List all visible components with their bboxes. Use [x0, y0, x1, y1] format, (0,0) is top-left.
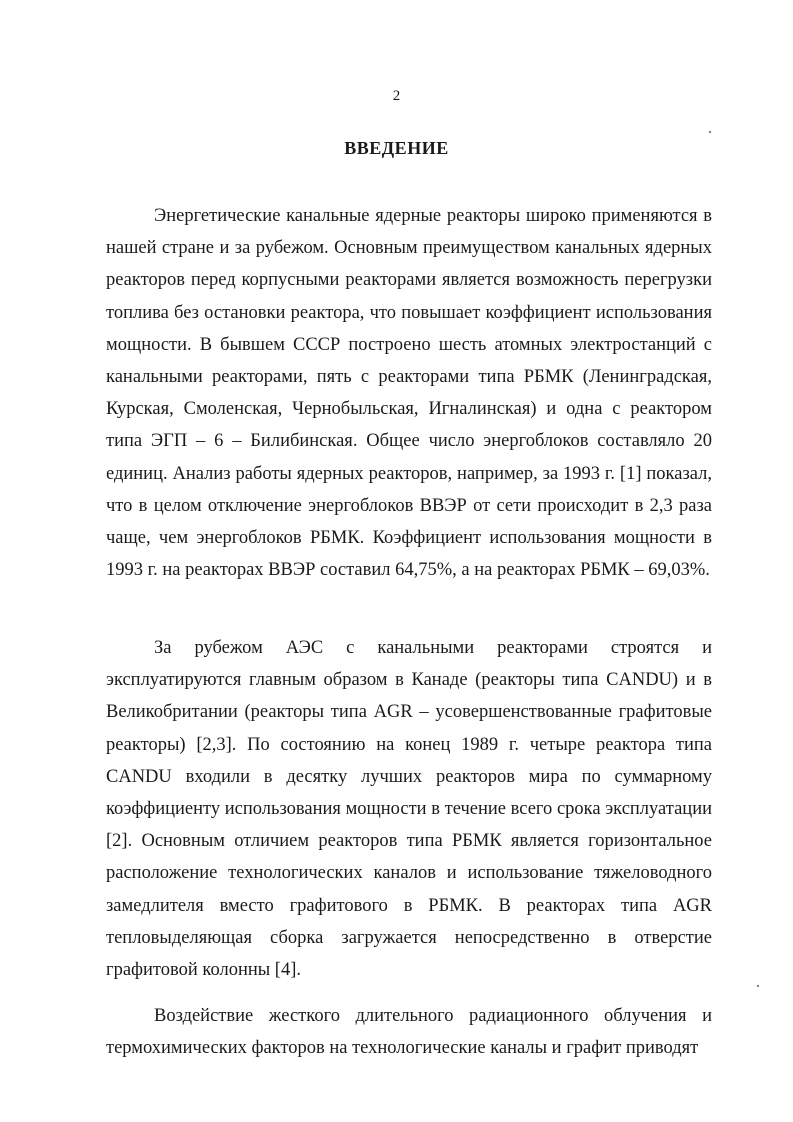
paragraph-3: Воздействие жесткого длительного радиационного облучения и термохимических факторов на технологические каналы и графит приводят — [106, 1006, 712, 1059]
paragraph-2: За рубежом АЭС с канальными реакторами строятся и эксплуатируются главным образом в Канаде (реакторы типа CANDU) и в Великобритании (реакторы типа AGR – усовершенствованные графитовые реакторы) [2,3]. По состоянию на конец 1989 г. четыре реактора типа CANDU входили в десятку лучших реакторов мира по суммарному коэффициенту использования мощности в течение всего срока эксплуатации [2]. Основным отличием реакторов типа РБМК является горизонтальное расположение технологических каналов и использование тяжеловодного замедлителя вместо графитового в РБМК. В реакторах типа AGR тепловыделяющая сборка загружается непосредственно в отверстие графитовой колонны [4]. — [106, 638, 712, 981]
paragraph-1: Энергетические канальные ядерные реакторы широко применяются в нашей стране и за рубежом. Основным преимуществом канальных ядерных реакторов перед корпусными реакторами является возможность перегрузки топлива без остановки реактора, что повышает коэффициент использования мощности. В бывшем СССР построено шесть атомных электростанций с канальными реакторами, пять с реакторами типа РБМК (Ленинградская, Курская, Смоленская, Чернобыльская, Игналинская) и одна с реактором типа ЭГП – 6 – Билибинская. Общее число энергоблоков составляло 20 единиц. Анализ работы ядерных реакторов, например, за 1993 г. [1] показал, что в целом отключение энергоблоков ВВЭР от сети происходит в 2,3 раза чаще, чем энергоблоков РБМК. Коэффициент использования мощности в 1993 г. на реакторах ВВЭР составил 64,75%, а на реакторах РБМК – 69,03%. — [106, 206, 712, 581]
section-title: ВВЕДЕНИЕ — [344, 138, 449, 158]
page-number: 2 — [392, 88, 401, 104]
scan-speck — [709, 131, 711, 133]
scan-speck — [757, 985, 759, 987]
